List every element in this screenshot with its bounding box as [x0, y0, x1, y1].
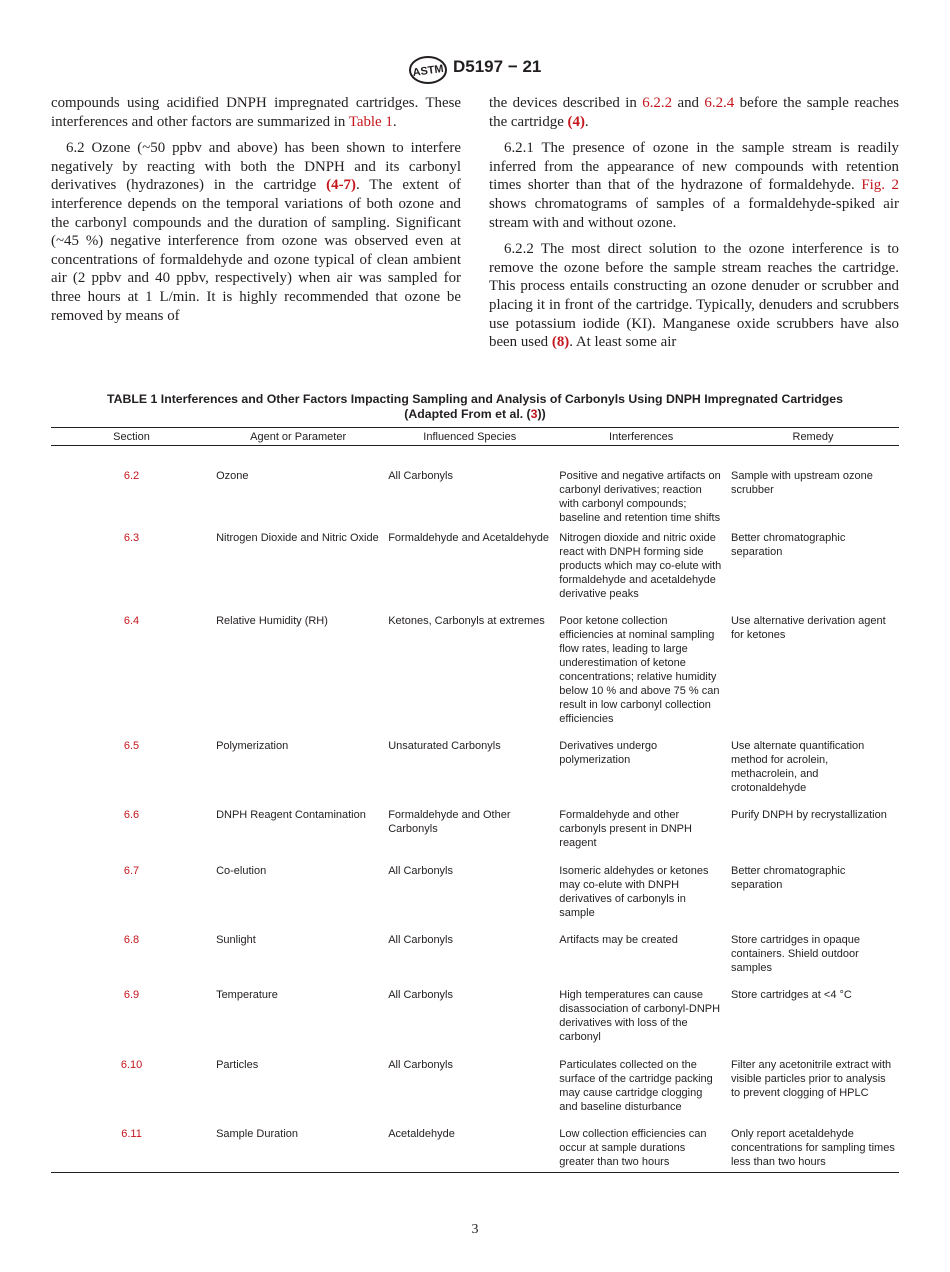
- section-link[interactable]: 6.9: [123, 988, 140, 1001]
- paragraph: [51, 94, 461, 131]
- table-cell: All Carbonyls: [388, 864, 454, 877]
- section-link[interactable]: 6.5: [123, 739, 140, 752]
- column-header: Interferences: [555, 428, 727, 446]
- column-header: Remedy: [727, 428, 899, 446]
- table-cell: Formaldehyde and Other Carbonyls: [388, 808, 511, 835]
- figure-2-link[interactable]: Fig. 2: [861, 177, 899, 194]
- table-row: [51, 1056, 899, 1125]
- text: )): [537, 407, 546, 421]
- section-link[interactable]: 6.10: [120, 1058, 143, 1071]
- table-row: [51, 931, 899, 986]
- section-link[interactable]: 6.2: [123, 470, 140, 482]
- caption-line: [51, 407, 899, 422]
- table-cell: All Carbonyls: [388, 933, 454, 946]
- table-cell: Co-elution: [216, 864, 267, 877]
- text: 6.2.2 The most direct solution to the ozone interference is to remove the ozone before the sample stream reaches the cartridge. This process entails constructing an ozone denuder or scrubber and placing it in front of the cartridge. Typically, denuders and scrubbers use potassium iodide (KI). Manganese oxide scrubbers have also been used: [489, 241, 899, 351]
- table-row: [51, 986, 899, 1056]
- table-cell: Acetaldehyde: [388, 1127, 455, 1140]
- table-1-link[interactable]: Table 1: [348, 113, 393, 130]
- table-row: [51, 529, 899, 612]
- table-cell: All Carbonyls: [388, 1058, 454, 1071]
- text: before the sample reaches the cartridge: [489, 95, 899, 130]
- table-cell: Filter any acetonitrile extract with visible particles prior to analysis to prevent clogging of HPLC: [730, 1058, 892, 1099]
- table-cell: High temperatures can cause disassociation of carbonyl-DNPH derivatives with loss of the carbonyl: [559, 988, 721, 1043]
- column-header: Influenced Species: [384, 428, 555, 446]
- table-cell: Formaldehyde and Acetaldehyde: [388, 531, 550, 544]
- table-cell: Particles: [216, 1058, 259, 1071]
- table-cell: Sunlight: [216, 933, 256, 946]
- table-cell: Unsaturated Carbonyls: [388, 739, 501, 752]
- table-row: [51, 862, 899, 931]
- table-cell: Better chromatographic separation: [730, 864, 846, 891]
- interferences-table: [51, 427, 899, 1173]
- table-row: [51, 1125, 899, 1173]
- table-cell: Formaldehyde and other carbonyls present in DNPH reagent: [559, 808, 692, 849]
- text: (Adapted From et al. (: [404, 407, 531, 421]
- text: . The extent of interference depends on the temporal variations of both ozone and the carbonyl compounds and the duration of sampling. Significant (~45 %) negative interference from ozone was observed even at concentrations of formaldehyde and ozone typical of clean ambient air (2 ppbv and 40 ppbv, respectively) when air was sampled for three hours at 1 L/min. It is highly recommended that ozone be removed by means of: [51, 177, 461, 324]
- table-cell: Nitrogen dioxide and nitric oxide react with DNPH forming side products which may co-elute with formaldehyde and acetaldehyde derivative peaks: [559, 531, 722, 600]
- section-link[interactable]: 6.8: [123, 933, 140, 946]
- reference-link[interactable]: (4-7): [326, 177, 356, 194]
- table-row: [51, 612, 899, 737]
- text: compounds using acidified DNPH impregnated cartridges. These interferences and other factors are summarized in: [51, 95, 461, 130]
- paragraph-6-2: [51, 139, 461, 325]
- table-cell: Use alternative derivation agent for ketones: [730, 614, 886, 641]
- table-cell: Only report acetaldehyde concentrations for sampling times less than two hours: [730, 1127, 895, 1168]
- text: .: [584, 113, 589, 130]
- section-link-6-2-2[interactable]: 6.2.2: [642, 95, 673, 111]
- table-cell: Nitrogen Dioxide and Nitric Oxide: [216, 531, 379, 544]
- text: shows chromatograms of samples of a formaldehyde-spiked air stream with and without ozone.: [489, 195, 899, 231]
- page-header: [0, 55, 950, 85]
- page-number: 3: [471, 1222, 479, 1237]
- paragraph: [489, 94, 899, 131]
- table-cell: Derivatives undergo polymerization: [559, 739, 658, 766]
- table-cell: Relative Humidity (RH): [216, 614, 328, 627]
- text: 6.2.1 The presence of ozone in the sample stream is readily inferred from the appearance of new compounds with retention times shorter than that of the hydrazone of formaldehyde.: [489, 140, 899, 194]
- reference-link[interactable]: (8): [551, 334, 570, 351]
- table-cell: Temperature: [216, 988, 278, 1001]
- table-row: [51, 806, 899, 862]
- table-cell: DNPH Reagent Contamination: [216, 808, 366, 821]
- table-cell: All Carbonyls: [388, 988, 454, 1001]
- table-row: [51, 446, 899, 529]
- table-row: [51, 737, 899, 806]
- table-cell: Ozone: [216, 470, 249, 482]
- table-cell: Isomeric aldehydes or ketones may co-elute with DNPH derivatives of carbonyls in sample: [559, 864, 709, 919]
- section-link[interactable]: 6.4: [123, 614, 140, 627]
- paragraph-6-2-1: [489, 139, 899, 232]
- text: . At least some air: [569, 334, 677, 351]
- reference-link[interactable]: 3: [530, 407, 538, 421]
- astm-logo-icon: [408, 55, 448, 85]
- text: and: [672, 95, 705, 111]
- section-link[interactable]: 6.3: [123, 531, 140, 544]
- table-cell: Purify DNPH by recrystallization: [730, 808, 887, 821]
- right-text-column: [489, 94, 899, 360]
- paragraph-6-2-2: [489, 240, 899, 352]
- table-cell: Sample with upstream ozone scrubber: [730, 470, 873, 496]
- section-link-6-2-4[interactable]: 6.2.4: [704, 95, 735, 111]
- text: .: [392, 113, 397, 130]
- caption-line: TABLE 1 Interferences and Other Factors Impacting Sampling and Analysis of Carbonyls Using DNPH Impregnated Cartridges: [107, 392, 843, 406]
- table-cell: Store cartridges in opaque containers. Shield outdoor samples: [730, 933, 861, 974]
- text: 6.2 Ozone (~50 ppbv and above) has been shown to interfere negatively by reacting with both the DNPH and its carbonyl derivatives (hydrazones) in the cartridge: [51, 140, 461, 194]
- left-text-column: [51, 94, 461, 333]
- table-cell: Sample Duration: [216, 1127, 298, 1140]
- table-cell: Polymerization: [216, 739, 289, 752]
- table-cell: Particulates collected on the surface of the cartridge packing may cause cartridge clogging and baseline disturbance: [559, 1058, 713, 1113]
- table-cell: Positive and negative artifacts on carbonyl derivatives; reaction with carbonyl compounds; baseline and retention time shifts: [559, 470, 721, 524]
- section-link[interactable]: 6.6: [123, 808, 140, 821]
- table-cell: Ketones, Carbonyls at extremes: [388, 614, 545, 627]
- table-caption: [51, 392, 899, 422]
- svg-text:ASTM: ASTM: [411, 62, 445, 80]
- document-id: D5197 − 21: [453, 57, 542, 76]
- table-cell: Artifacts may be created: [559, 933, 678, 946]
- section-link[interactable]: 6.7: [123, 864, 140, 877]
- table-cell: Use alternate quantification method for acrolein, methacrolein, and crotonaldehyde: [730, 739, 865, 794]
- table-cell: Low collection efficiencies can occur at sample durations greater than two hours: [559, 1127, 707, 1168]
- text: the devices described in: [489, 95, 643, 111]
- table-cell: Store cartridges at <4 °C: [730, 988, 852, 1001]
- table-header-row: [51, 428, 899, 446]
- table-cell: Better chromatographic separation: [730, 531, 846, 558]
- column-header: Section: [51, 428, 212, 446]
- section-link[interactable]: 6.11: [121, 1127, 142, 1140]
- column-header: Agent or Parameter: [212, 428, 384, 446]
- table-cell: All Carbonyls: [388, 470, 454, 482]
- table-cell: Poor ketone collection efficiencies at nominal sampling flow rates, leading to large underestimation of ketone concentrations; relative humidity below 10 % and above 75 % can result in low carbonyl collection efficiencies: [559, 614, 720, 725]
- reference-link[interactable]: (4): [567, 113, 585, 130]
